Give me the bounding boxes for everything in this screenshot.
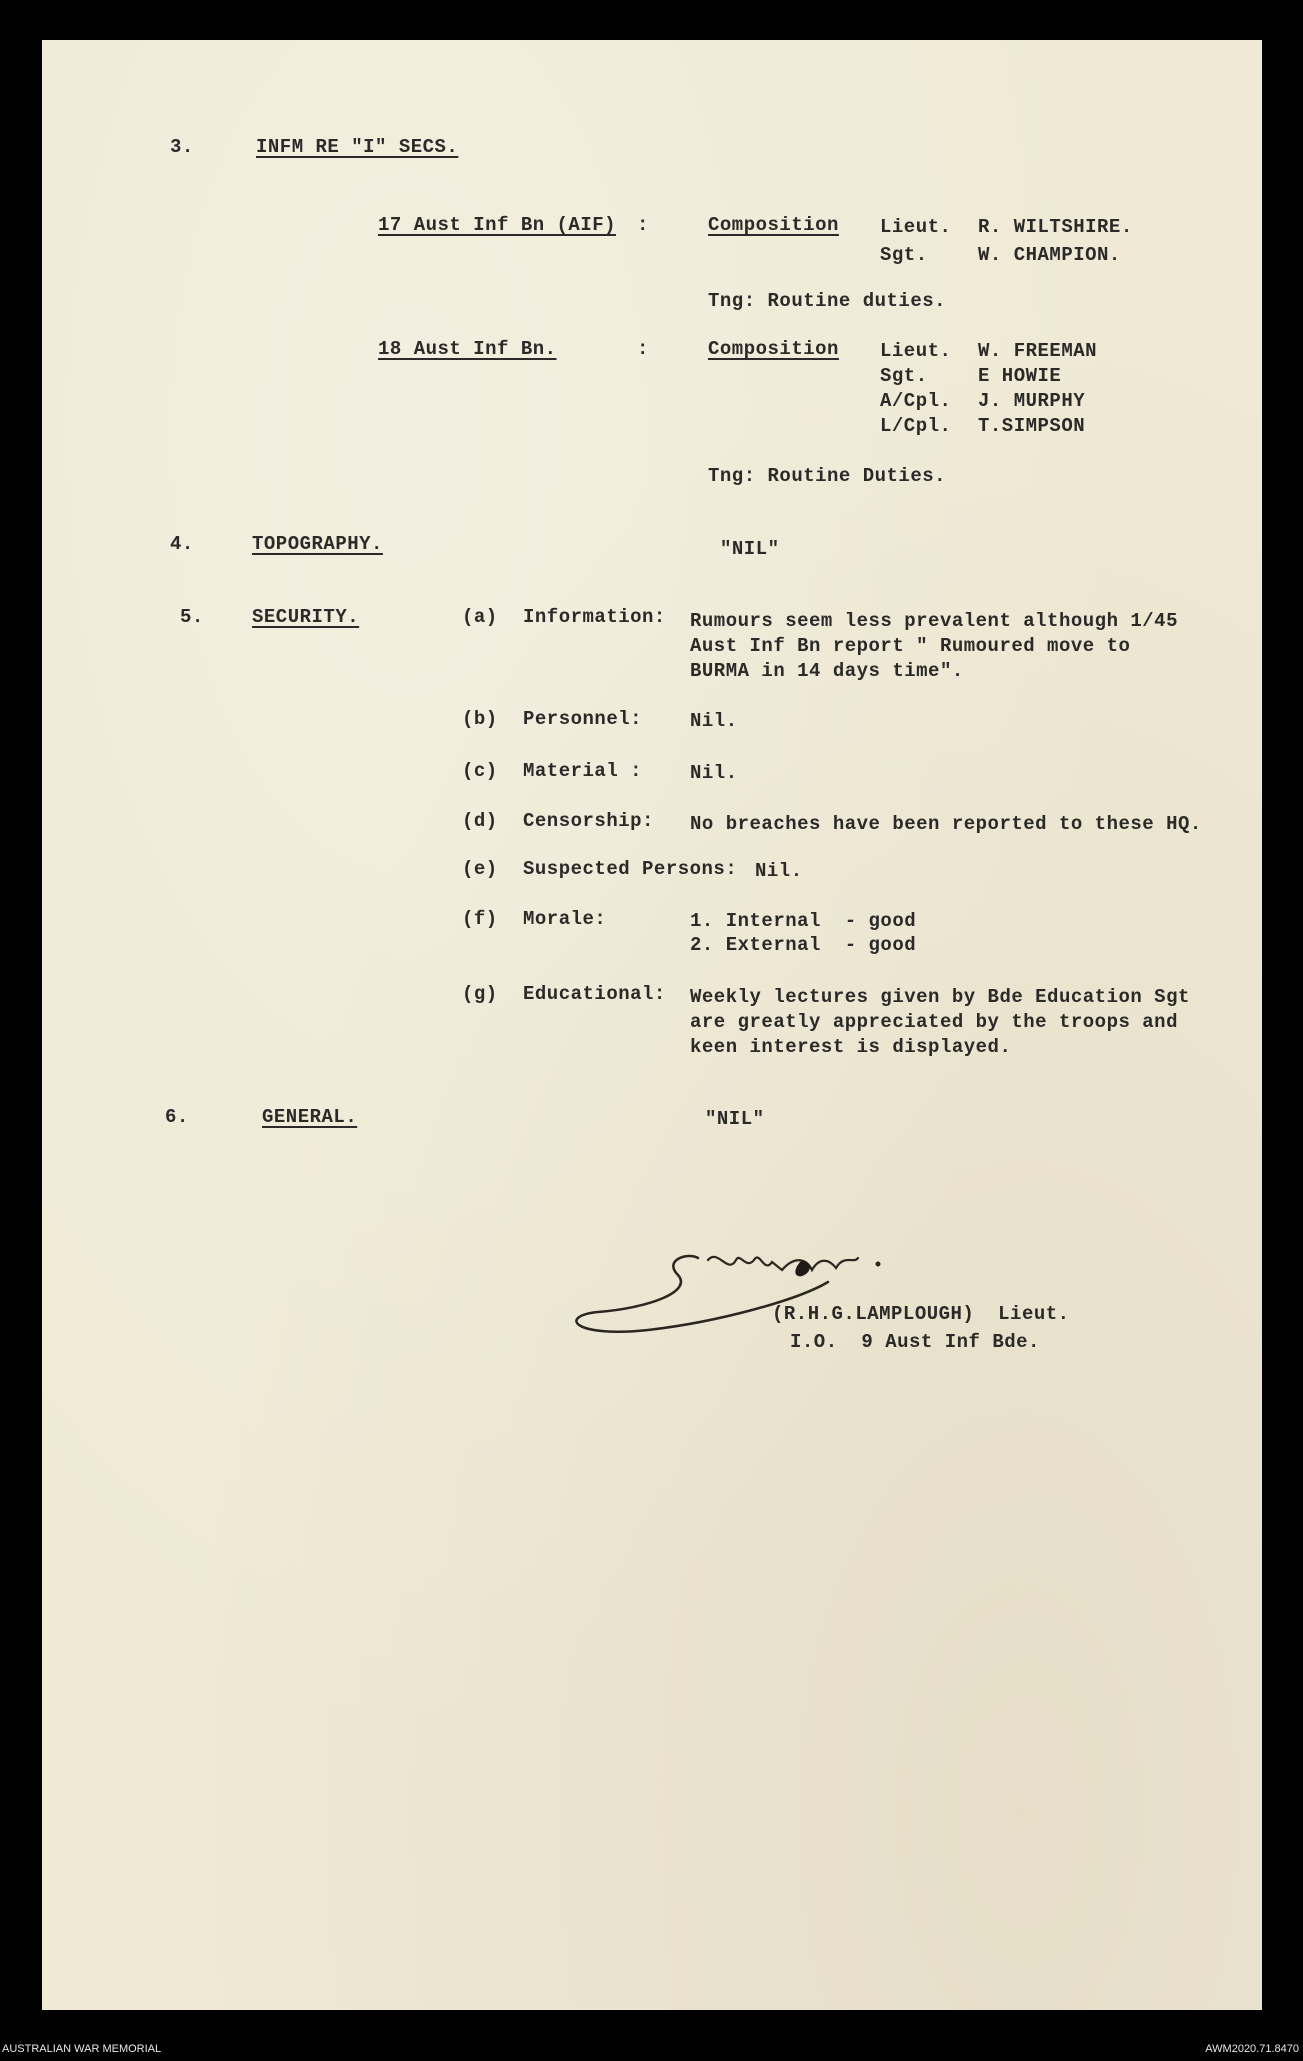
bn18-name: 18 Aust Inf Bn. — [378, 338, 557, 360]
bn18-member-rank: Lieut. — [880, 340, 952, 362]
security-g-line: Weekly lectures given by Bde Education Sgt — [690, 986, 1190, 1008]
bn17-member-rank: Lieut. — [880, 216, 952, 238]
security-g-line: are greatly appreciated by the troops and — [690, 1011, 1178, 1033]
security-f-line: 1. Internal - good — [690, 910, 917, 932]
security-c-letter: (c) — [462, 760, 498, 782]
security-a-line: Rumours seem less prevalent although 1/45 — [690, 610, 1178, 632]
security-g-label: Educational: — [523, 983, 666, 1005]
bn18-member-name: T.SIMPSON — [978, 415, 1086, 437]
security-f-label: Morale: — [523, 908, 607, 930]
security-d-letter: (d) — [462, 810, 498, 832]
bn18-training: Tng: Routine Duties. — [708, 465, 947, 487]
bn18-member-name: J. MURPHY — [978, 390, 1086, 412]
section-6-number: 6. — [165, 1106, 189, 1128]
section-4-value: "NIL" — [720, 538, 780, 560]
section-4-number: 4. — [170, 533, 194, 555]
security-a-line: BURMA in 14 days time". — [690, 660, 964, 682]
section-4-title: TOPOGRAPHY. — [252, 533, 383, 555]
section-5-number: 5. — [180, 606, 204, 628]
signature-role-line: I.O. 9 Aust Inf Bde. — [790, 1331, 1040, 1353]
bn18-member-rank: Sgt. — [880, 365, 928, 387]
security-f-letter: (f) — [462, 908, 498, 930]
security-e-letter: (e) — [462, 858, 498, 880]
section-3-title: INFM RE "I" SECS. — [256, 136, 459, 158]
security-g-line: keen interest is displayed. — [690, 1036, 1012, 1058]
security-b-letter: (b) — [462, 708, 498, 730]
security-c-value: Nil. — [690, 762, 738, 784]
security-a-label: Information: — [523, 606, 666, 628]
bn17-member-rank: Sgt. — [880, 244, 928, 266]
security-g-letter: (g) — [462, 983, 498, 1005]
bn18-member-rank: A/Cpl. — [880, 390, 952, 412]
footer-accession-number: AWM2020.71.8470 — [1205, 2043, 1299, 2055]
signature-name-line: (R.H.G.LAMPLOUGH) Lieut. — [772, 1303, 1070, 1325]
bn18-colon: : — [637, 338, 649, 360]
bn17-member-name: R. WILTSHIRE. — [978, 216, 1133, 238]
security-e-label: Suspected Persons: — [523, 858, 738, 880]
security-d-label: Censorship: — [523, 810, 654, 832]
security-b-label: Personnel: — [523, 708, 643, 730]
security-a-line: Aust Inf Bn report " Rumoured move to — [690, 635, 1131, 657]
bn18-composition-label: Composition — [708, 338, 839, 360]
security-a-letter: (a) — [462, 606, 498, 628]
footer-institution: AUSTRALIAN WAR MEMORIAL — [2, 2043, 162, 2055]
section-3-number: 3. — [170, 136, 194, 158]
bn17-member-name: W. CHAMPION. — [978, 244, 1121, 266]
section-6-value: "NIL" — [705, 1108, 765, 1130]
security-c-label: Material : — [523, 760, 643, 782]
bn17-name: 17 Aust Inf Bn (AIF) — [378, 214, 617, 236]
section-6-title: GENERAL. — [262, 1106, 358, 1128]
bn17-training: Tng: Routine duties. — [708, 290, 947, 312]
bn18-member-rank: L/Cpl. — [880, 415, 952, 437]
security-f-line: 2. External - good — [690, 934, 917, 956]
section-5-title: SECURITY. — [252, 606, 360, 628]
security-d-value: No breaches have been reported to these HQ. — [690, 813, 1202, 835]
bn18-member-name: E HOWIE — [978, 365, 1062, 387]
security-b-value: Nil. — [690, 710, 738, 732]
bn17-colon: : — [637, 214, 649, 236]
bn17-composition-label: Composition — [708, 214, 839, 236]
security-e-value: Nil. — [755, 860, 803, 882]
bn18-member-name: W. FREEMAN — [978, 340, 1098, 362]
